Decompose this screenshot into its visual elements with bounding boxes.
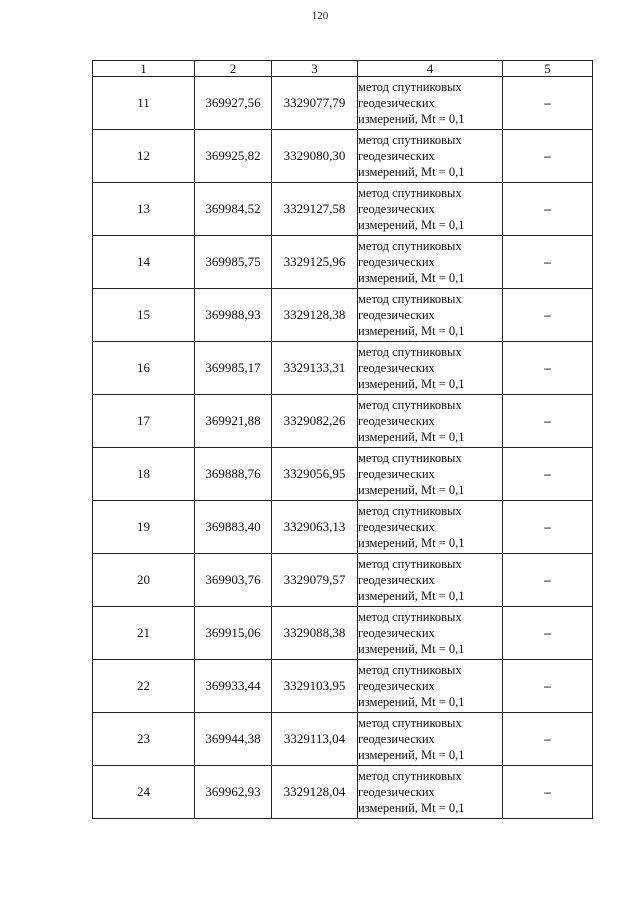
- table-row: [93, 448, 593, 501]
- method-cell: [358, 660, 503, 713]
- method-text-line: метод спутниковых: [358, 451, 462, 465]
- note-cell: –: [503, 660, 593, 713]
- page-number: 120: [311, 10, 329, 22]
- note-cell: –: [503, 183, 593, 236]
- note-cell: –: [503, 342, 593, 395]
- method-text-line: измерений, Mt = 0,1: [358, 324, 465, 338]
- method-text-line: геодезических: [358, 626, 435, 640]
- method-text-line: измерений, Mt = 0,1: [358, 642, 465, 656]
- column-header-point-number: 1: [93, 61, 195, 77]
- x-coordinate-cell: 369927,56: [195, 77, 272, 130]
- x-coordinate-cell: 369883,40: [195, 501, 272, 554]
- method-cell: [358, 554, 503, 607]
- point-number-cell: 12: [93, 130, 195, 183]
- point-number-cell: 21: [93, 607, 195, 660]
- method-text-line: геодезических: [358, 149, 435, 163]
- method-text-line: измерений, Mt = 0,1: [358, 165, 465, 179]
- method-cell: [358, 342, 503, 395]
- table-row: [93, 395, 593, 448]
- table-row: [93, 77, 593, 130]
- method-text-line: метод спутниковых: [358, 133, 462, 147]
- method-text-line: геодезических: [358, 467, 435, 481]
- coordinates-table: [92, 60, 593, 819]
- x-coordinate-cell: 369903,76: [195, 554, 272, 607]
- y-coordinate-cell: 3329133,31: [272, 342, 358, 395]
- method-cell: [358, 607, 503, 660]
- method-text-line: метод спутниковых: [358, 769, 462, 783]
- y-coordinate-cell: 3329088,38: [272, 607, 358, 660]
- y-coordinate-cell: 3329077,79: [272, 77, 358, 130]
- table-row: [93, 183, 593, 236]
- note-cell: –: [503, 554, 593, 607]
- note-cell: –: [503, 395, 593, 448]
- point-number-cell: 18: [93, 448, 195, 501]
- table-row: [93, 660, 593, 713]
- method-text-line: геодезических: [358, 732, 435, 746]
- method-text-line: метод спутниковых: [358, 398, 462, 412]
- method-text-line: геодезических: [358, 255, 435, 269]
- method-text-line: геодезических: [358, 414, 435, 428]
- method-text-line: геодезических: [358, 96, 435, 110]
- table-row: [93, 501, 593, 554]
- method-text-line: метод спутниковых: [358, 557, 462, 571]
- point-number-cell: 14: [93, 236, 195, 289]
- table-row: [93, 554, 593, 607]
- y-coordinate-cell: 3329127,58: [272, 183, 358, 236]
- method-text-line: геодезических: [358, 785, 435, 799]
- table-row: [93, 342, 593, 395]
- method-text-line: измерений, Mt = 0,1: [358, 801, 465, 815]
- table-row: [93, 130, 593, 183]
- method-cell: [358, 501, 503, 554]
- method-cell: [358, 236, 503, 289]
- point-number-cell: 19: [93, 501, 195, 554]
- y-coordinate-cell: 3329080,30: [272, 130, 358, 183]
- method-cell: [358, 130, 503, 183]
- x-coordinate-cell: 369925,82: [195, 130, 272, 183]
- method-cell: [358, 183, 503, 236]
- method-text-line: геодезических: [358, 202, 435, 216]
- note-cell: –: [503, 713, 593, 766]
- method-text-line: геодезических: [358, 520, 435, 534]
- column-header-x: 2: [195, 61, 272, 77]
- point-number-cell: 23: [93, 713, 195, 766]
- x-coordinate-cell: 369915,06: [195, 607, 272, 660]
- point-number-cell: 13: [93, 183, 195, 236]
- column-header-method: 4: [358, 61, 503, 77]
- note-cell: –: [503, 236, 593, 289]
- note-cell: –: [503, 766, 593, 819]
- x-coordinate-cell: 369962,93: [195, 766, 272, 819]
- table-row: [93, 607, 593, 660]
- method-cell: [358, 448, 503, 501]
- x-coordinate-cell: 369985,75: [195, 236, 272, 289]
- method-text-line: геодезических: [358, 679, 435, 693]
- point-number-cell: 22: [93, 660, 195, 713]
- y-coordinate-cell: 3329079,57: [272, 554, 358, 607]
- table-row: [93, 289, 593, 342]
- method-text-line: метод спутниковых: [358, 80, 462, 94]
- method-text-line: метод спутниковых: [358, 716, 462, 730]
- method-text-line: геодезических: [358, 573, 435, 587]
- method-text-line: метод спутниковых: [358, 610, 462, 624]
- method-text-line: метод спутниковых: [358, 663, 462, 677]
- method-text-line: метод спутниковых: [358, 292, 462, 306]
- column-header-note: 5: [503, 61, 593, 77]
- point-number-cell: 11: [93, 77, 195, 130]
- note-cell: –: [503, 501, 593, 554]
- method-text-line: метод спутниковых: [358, 504, 462, 518]
- y-coordinate-cell: 3329128,38: [272, 289, 358, 342]
- method-text-line: метод спутниковых: [358, 345, 462, 359]
- y-coordinate-cell: 3329056,95: [272, 448, 358, 501]
- method-text-line: измерений, Mt = 0,1: [358, 536, 465, 550]
- method-text-line: измерений, Mt = 0,1: [358, 218, 465, 232]
- method-text-line: измерений, Mt = 0,1: [358, 271, 465, 285]
- method-cell: [358, 77, 503, 130]
- method-cell: [358, 766, 503, 819]
- x-coordinate-cell: 369985,17: [195, 342, 272, 395]
- point-number-cell: 20: [93, 554, 195, 607]
- method-cell: [358, 289, 503, 342]
- note-cell: –: [503, 130, 593, 183]
- column-header-y: 3: [272, 61, 358, 77]
- point-number-cell: 16: [93, 342, 195, 395]
- point-number-cell: 17: [93, 395, 195, 448]
- note-cell: –: [503, 607, 593, 660]
- note-cell: –: [503, 289, 593, 342]
- x-coordinate-cell: 369933,44: [195, 660, 272, 713]
- table-row: [93, 713, 593, 766]
- table-row: [93, 236, 593, 289]
- y-coordinate-cell: 3329103,95: [272, 660, 358, 713]
- note-cell: –: [503, 448, 593, 501]
- method-text-line: измерений, Mt = 0,1: [358, 695, 465, 709]
- method-text-line: измерений, Mt = 0,1: [358, 112, 465, 126]
- table-header-row: [93, 61, 593, 77]
- point-number-cell: 24: [93, 766, 195, 819]
- y-coordinate-cell: 3329128,04: [272, 766, 358, 819]
- y-coordinate-cell: 3329113,04: [272, 713, 358, 766]
- method-cell: [358, 713, 503, 766]
- method-text-line: измерений, Mt = 0,1: [358, 377, 465, 391]
- y-coordinate-cell: 3329125,96: [272, 236, 358, 289]
- x-coordinate-cell: 369921,88: [195, 395, 272, 448]
- method-text-line: измерений, Mt = 0,1: [358, 589, 465, 603]
- x-coordinate-cell: 369988,93: [195, 289, 272, 342]
- point-number-cell: 15: [93, 289, 195, 342]
- table-row: [93, 766, 593, 819]
- y-coordinate-cell: 3329063,13: [272, 501, 358, 554]
- x-coordinate-cell: 369984,52: [195, 183, 272, 236]
- note-cell: –: [503, 77, 593, 130]
- method-cell: [358, 395, 503, 448]
- method-text-line: геодезических: [358, 361, 435, 375]
- method-text-line: метод спутниковых: [358, 239, 462, 253]
- method-text-line: измерений, Mt = 0,1: [358, 430, 465, 444]
- method-text-line: измерений, Mt = 0,1: [358, 483, 465, 497]
- method-text-line: геодезических: [358, 308, 435, 322]
- method-text-line: измерений, Mt = 0,1: [358, 748, 465, 762]
- x-coordinate-cell: 369944,38: [195, 713, 272, 766]
- x-coordinate-cell: 369888,76: [195, 448, 272, 501]
- y-coordinate-cell: 3329082,26: [272, 395, 358, 448]
- method-text-line: метод спутниковых: [358, 186, 462, 200]
